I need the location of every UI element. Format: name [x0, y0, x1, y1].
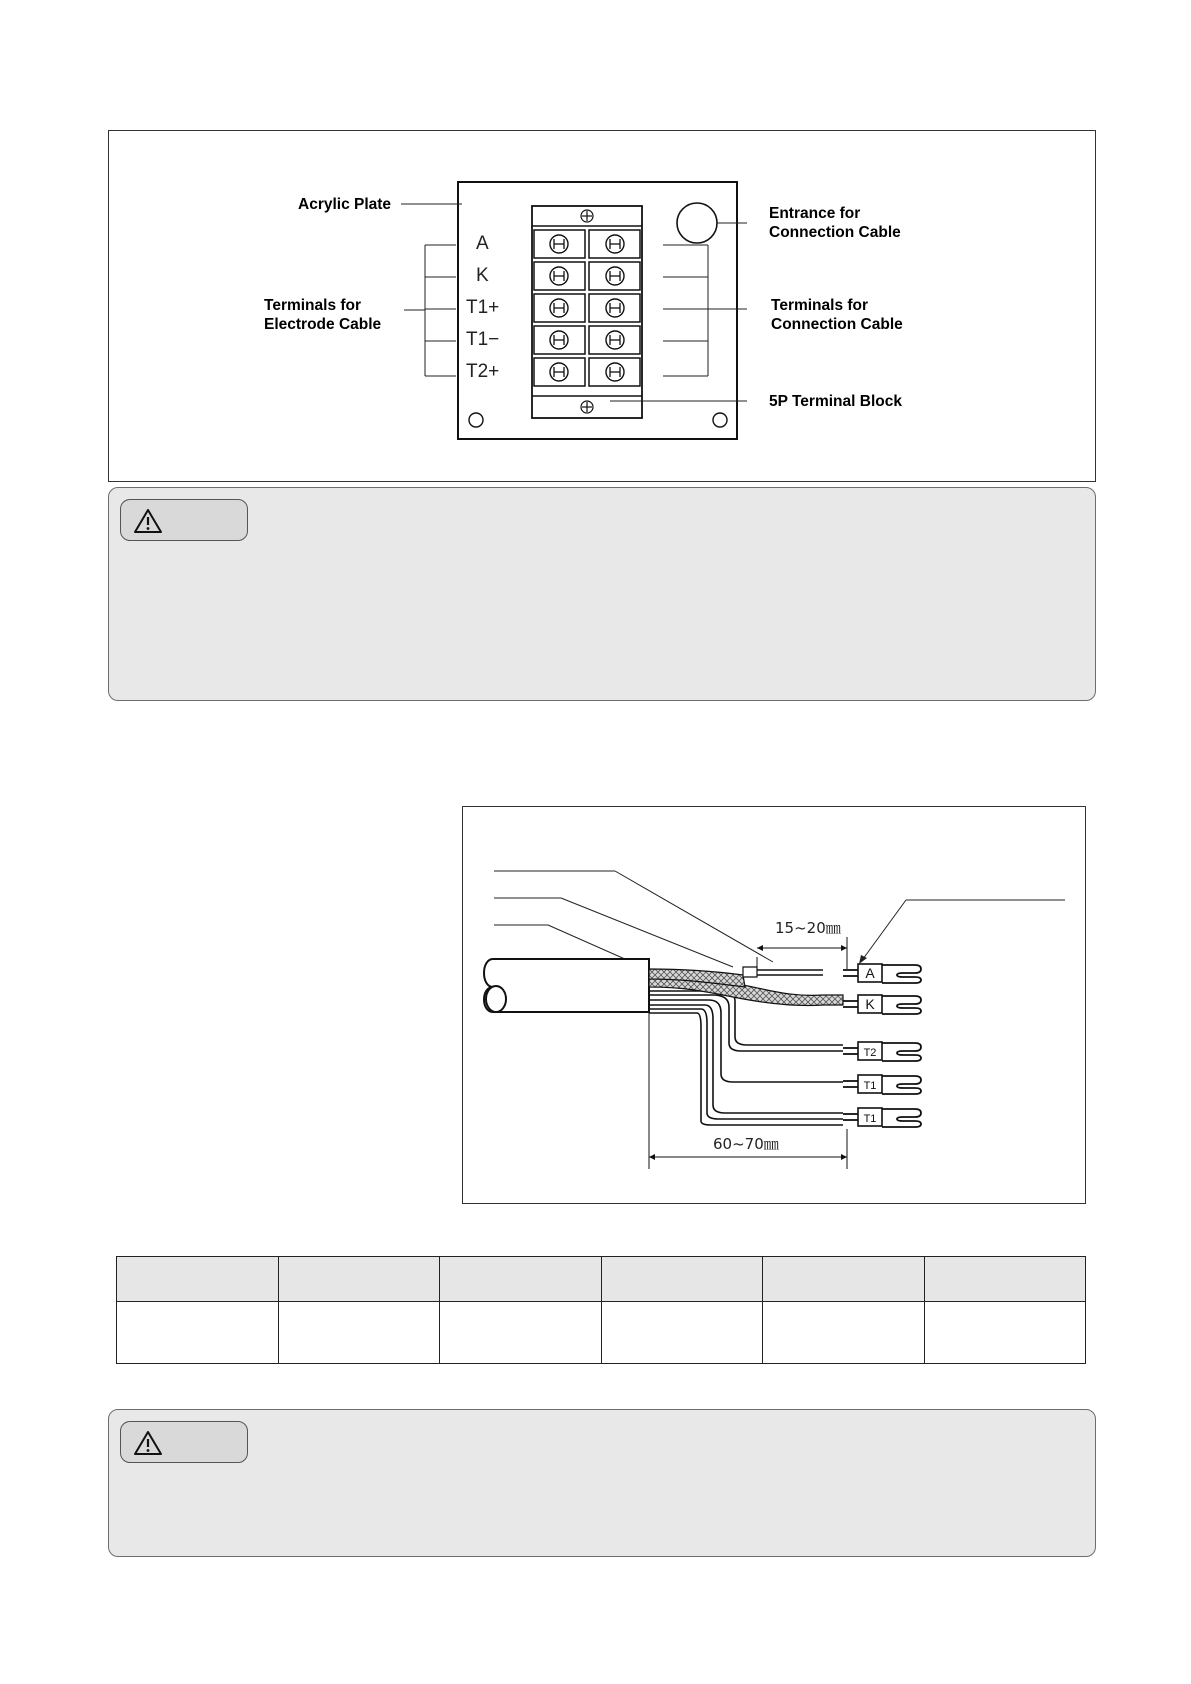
- caution-box-1: [108, 487, 1096, 701]
- lug-label-a: A: [865, 965, 875, 981]
- table-header-cell: [440, 1257, 602, 1302]
- spec-table: [116, 1256, 1086, 1364]
- table-cell: [440, 1302, 602, 1364]
- terminal-label-k: K: [476, 265, 489, 286]
- table-header-cell: [278, 1257, 440, 1302]
- warning-triangle-icon: [133, 508, 163, 534]
- entrance-label-line1: Entrance for: [769, 205, 861, 222]
- lug-label-t1-a: T1: [863, 1080, 877, 1092]
- table-cell: [601, 1302, 763, 1364]
- table-header-cell: [924, 1257, 1086, 1302]
- lug-label-t2: T2: [863, 1047, 877, 1059]
- table-cell: [924, 1302, 1086, 1364]
- lug-label-k: K: [865, 996, 875, 1012]
- table-header-row: [117, 1257, 1086, 1302]
- electrode-terminals-label-line2: Electrode Cable: [264, 316, 382, 333]
- table-cell: [278, 1302, 440, 1364]
- cable-preparation-figure: [462, 806, 1086, 1204]
- connection-terminals-label-line1: Terminals for: [771, 297, 869, 314]
- table-row: [117, 1302, 1086, 1364]
- lug-label-t1-b: T1: [863, 1113, 877, 1125]
- table-cell: [763, 1302, 925, 1364]
- terminal-block-label: 5P Terminal Block: [769, 393, 902, 410]
- caution-tab-1: [120, 499, 248, 541]
- table-header-cell: [117, 1257, 279, 1302]
- terminal-label-t2-plus: T2+: [466, 361, 500, 382]
- terminal-label-t1-plus: T1+: [466, 297, 500, 318]
- dimension-short-label: 15~20㎜: [775, 919, 841, 937]
- terminal-block-diagram: [109, 131, 1095, 481]
- table-header-cell: [763, 1257, 925, 1302]
- terminal-label-a: A: [476, 233, 489, 254]
- entrance-label-line2: Connection Cable: [769, 224, 901, 241]
- table-cell: [117, 1302, 279, 1364]
- terminal-label-t1-minus: T1−: [466, 329, 500, 350]
- connection-terminals-label-line2: Connection Cable: [771, 316, 903, 333]
- terminal-block-figure: [108, 130, 1096, 482]
- electrode-terminals-label-line1: Terminals for: [264, 297, 362, 314]
- caution-tab-2: [120, 1421, 248, 1463]
- caution-box-2: [108, 1409, 1096, 1557]
- cable-preparation-diagram: [463, 807, 1085, 1203]
- table-header-cell: [601, 1257, 763, 1302]
- acrylic-plate-label: Acrylic Plate: [298, 196, 392, 213]
- dimension-long-label: 60~70㎜: [713, 1135, 779, 1153]
- warning-triangle-icon: [133, 1430, 163, 1456]
